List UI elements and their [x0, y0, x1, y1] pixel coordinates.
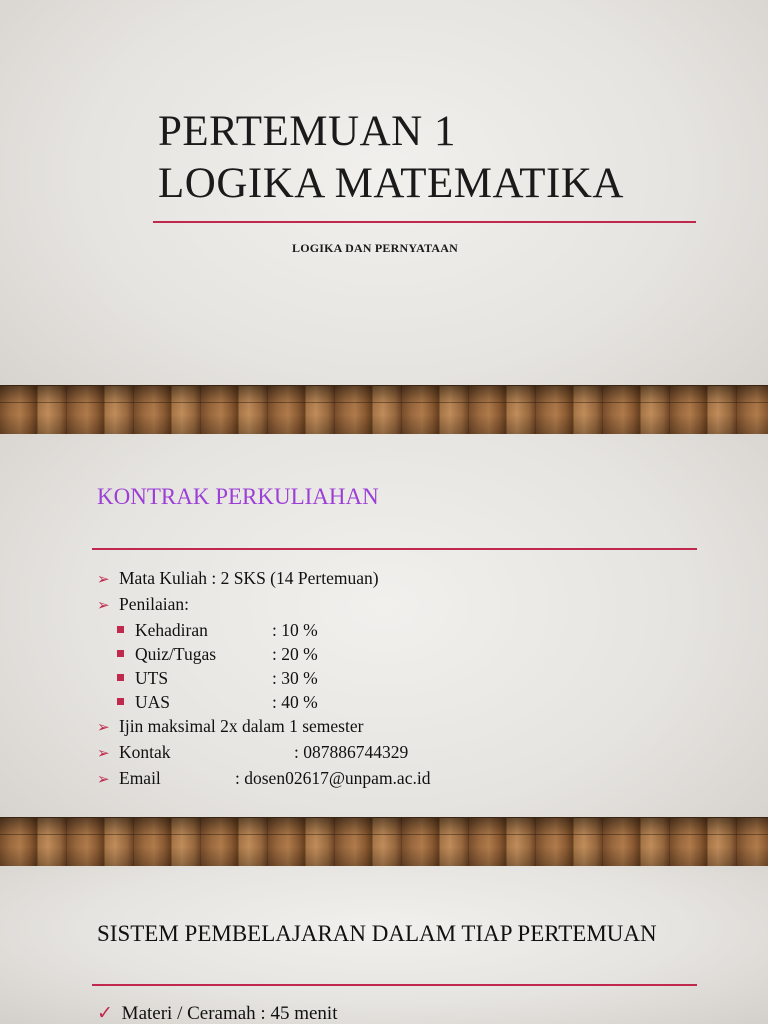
list-item [97, 740, 430, 766]
arrow-bullet-icon: ➢ [97, 746, 110, 762]
list-item [97, 1002, 337, 1024]
list-item [97, 714, 430, 740]
contact-label: Kontak [119, 742, 171, 762]
square-bullet-icon [117, 674, 124, 681]
slide-title-heading [158, 106, 624, 210]
wood-floor-decoration [0, 817, 768, 866]
email-label: Email [119, 768, 161, 788]
grading-value: : 40 % [272, 692, 318, 712]
square-bullet-icon [117, 650, 124, 657]
title-divider [153, 221, 696, 223]
contract-list [97, 566, 430, 792]
contact-value: : 087886744329 [294, 742, 409, 762]
square-bullet-icon [117, 626, 124, 633]
list-item-text: Mata Kuliah : 2 SKS (14 Pertemuan) [119, 568, 379, 588]
slide-learning-system [0, 866, 768, 1024]
grading-item [97, 642, 430, 666]
square-bullet-icon [117, 698, 124, 705]
grading-label: Quiz/Tugas [135, 644, 217, 664]
grading-value: : 30 % [272, 668, 318, 688]
learning-list [97, 1002, 337, 1024]
title-line-1: PERTEMUAN 1 [158, 108, 456, 155]
arrow-bullet-icon: ➢ [97, 772, 110, 788]
grading-label: UTS [135, 668, 169, 688]
grading-label: UAS [135, 692, 171, 712]
list-item-text: Penilaian: [119, 594, 189, 614]
grading-value: : 10 % [272, 620, 318, 640]
grading-value: : 20 % [272, 644, 318, 664]
slide-heading: KONTRAK PERKULIAHAN [97, 484, 379, 509]
permission-text: Ijin maksimal 2x dalam 1 semester [119, 716, 364, 736]
slide-heading: SISTEM PEMBELAJARAN DALAM TIAP PERTEMUAN [97, 921, 657, 946]
heading-divider [92, 984, 697, 986]
email-value: : dosen02617@unpam.ac.id [235, 768, 431, 788]
wood-floor-decoration [0, 385, 768, 434]
list-item [97, 592, 430, 618]
grading-item [97, 666, 430, 690]
grading-item [97, 618, 430, 642]
arrow-bullet-icon: ➢ [97, 572, 110, 588]
grading-item [97, 690, 430, 714]
list-item-text: Materi / Ceramah : 45 menit [121, 1003, 338, 1024]
slide-title [0, 0, 768, 434]
arrow-bullet-icon: ➢ [97, 720, 110, 736]
heading-divider [92, 548, 697, 550]
slide-subtitle: LOGIKA DAN PERNYATAAN [292, 241, 458, 255]
grading-label: Kehadiran [135, 620, 208, 640]
list-item [97, 566, 430, 592]
slide-course-contract [0, 434, 768, 866]
arrow-bullet-icon: ➢ [97, 598, 110, 614]
check-icon: ✓ [97, 1003, 113, 1024]
title-line-2: LOGIKA MATEMATIKA [158, 160, 624, 207]
list-item [97, 766, 430, 792]
